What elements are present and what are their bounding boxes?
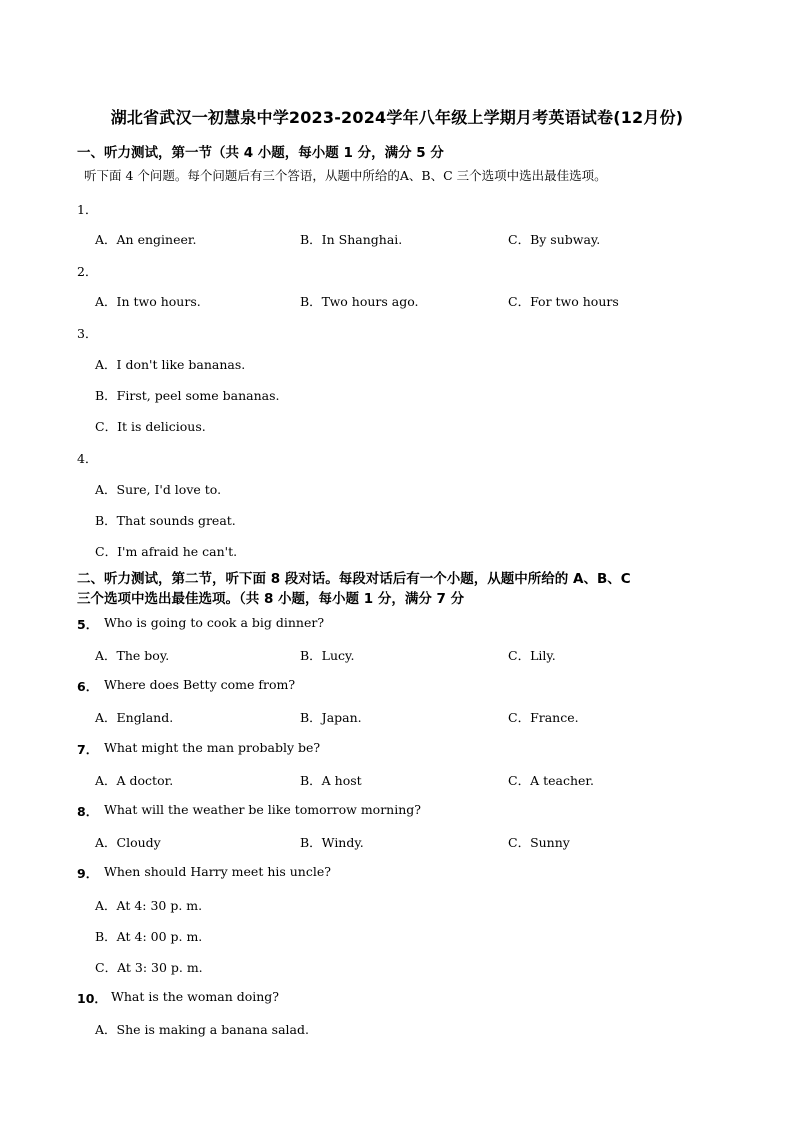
- option-a: A．A doctor.: [95, 773, 174, 788]
- option-a: A．Cloudy: [95, 835, 161, 850]
- option-a: A．I don't like bananas.: [95, 357, 246, 372]
- option-b: B．A host: [300, 773, 362, 788]
- section1-instruction: 听下面 4 个问题。每个问题后有三个答语，从题中所给的A、B、C 三个选项中选出最佳选项。: [84, 168, 607, 183]
- option-b: B．Two hours ago.: [300, 294, 419, 309]
- question-number: 1．: [77, 202, 98, 217]
- option-a: A．She is making a banana salad.: [95, 1022, 309, 1037]
- option-b: B．In Shanghai.: [300, 232, 403, 247]
- option-b: B．Windy.: [300, 835, 364, 850]
- question-number: 7．: [77, 742, 99, 757]
- question-number: 10．: [77, 991, 107, 1006]
- option-c: C．A teacher.: [508, 773, 594, 788]
- question-text: What might the man probably be?: [104, 740, 321, 755]
- option-b: B．First, peel some bananas.: [95, 388, 280, 403]
- option-b: B．Japan.: [300, 710, 362, 725]
- question-text: Who is going to cook a big dinner?: [104, 615, 325, 630]
- option-c: C．It is delicious.: [95, 419, 206, 434]
- question-number: 9．: [77, 866, 99, 881]
- option-a: A．At 4: 30 p. m.: [95, 898, 203, 913]
- option-c: C．At 3: 30 p. m.: [95, 960, 203, 975]
- section1-heading: 一、听力测试，第一节（共 4 小题，每小题 1 分，满分 5 分: [77, 145, 444, 161]
- option-c: C．For two hours: [508, 294, 619, 309]
- option-a: A．In two hours.: [95, 294, 201, 309]
- option-a: A．England.: [95, 710, 174, 725]
- question-text: What is the woman doing?: [111, 989, 280, 1004]
- question-text: What will the weather be like tomorrow morning?: [104, 802, 421, 817]
- section2-heading-line1: 二、听力测试，第二节，听下面 8 段对话。每段对话后有一个小题，从题中所给的 A、B、C: [77, 571, 631, 587]
- question-number: 4．: [77, 451, 98, 466]
- option-c: C．By subway.: [508, 232, 601, 247]
- option-b: B．Lucy.: [300, 648, 355, 663]
- question-number: 3．: [77, 326, 98, 341]
- option-a: A．The boy.: [95, 648, 170, 663]
- page-title: 湖北省武汉一初慧泉中学2023-2024学年八年级上学期月考英语试卷(12月份): [110, 108, 684, 127]
- option-a: A．An engineer.: [95, 232, 197, 247]
- question-number: 6．: [77, 679, 99, 694]
- option-b: B．That sounds great.: [95, 513, 236, 528]
- question-text: Where does Betty come from?: [104, 677, 296, 692]
- question-number: 5．: [77, 617, 99, 632]
- option-a: A．Sure, I'd love to.: [95, 482, 222, 497]
- option-c: C．Lily.: [508, 648, 556, 663]
- option-b: B．At 4: 00 p. m.: [95, 929, 203, 944]
- option-c: C．Sunny: [508, 835, 570, 850]
- section2-heading-line2: 三个选项中选出最佳选项。（共 8 小题，每小题 1 分，满分 7 分: [77, 591, 465, 607]
- question-number: 2．: [77, 264, 98, 279]
- option-c: C．France.: [508, 710, 579, 725]
- question-number: 8．: [77, 804, 99, 819]
- question-text: When should Harry meet his uncle?: [104, 864, 331, 879]
- option-c: C．I'm afraid he can't.: [95, 544, 238, 559]
